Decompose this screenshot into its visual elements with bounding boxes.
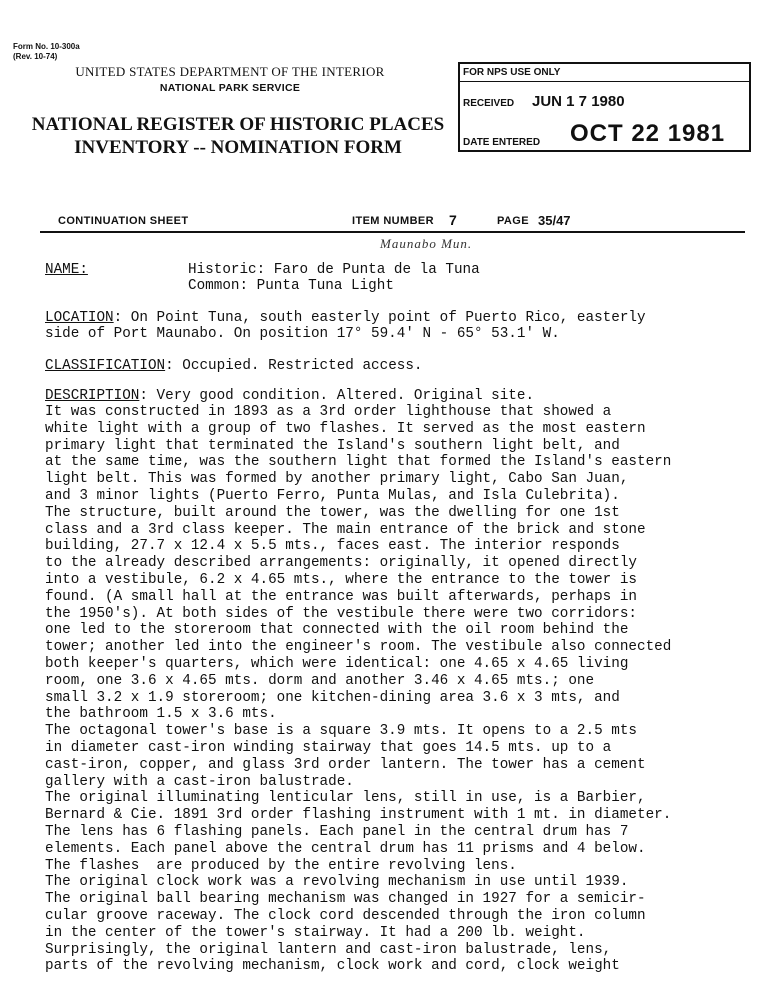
description-line: The structure, built around the tower, was the dwelling for one 1st bbox=[45, 504, 620, 521]
description-line: elements. Each panel above the central drum has 11 prisms and 4 below. bbox=[45, 840, 646, 857]
description-line: The lens has 6 flashing panels. Each panel in the central drum has 7 bbox=[45, 824, 629, 840]
description-line: in the center of the tower's stairway. It had a 200 lb. weight. bbox=[45, 924, 586, 941]
name-common: Common: Punta Tuna Light bbox=[188, 278, 394, 294]
description-line: It was constructed in 1893 as a 3rd order lighthouse that showed a bbox=[45, 404, 612, 420]
name-historic: Historic: Faro de Punta de la Tuna bbox=[188, 262, 480, 278]
description-line: cast-iron, copper, and glass 3rd order lantern. The tower has a cement bbox=[45, 756, 646, 773]
name-label: NAME: bbox=[45, 262, 88, 278]
description-line: The flashes are produced by the entire revolving lens. bbox=[45, 857, 517, 874]
page-value: 35/47 bbox=[538, 213, 571, 228]
description-line: one led to the storeroom that connected with the oil room behind the bbox=[45, 622, 629, 639]
description-line: both keeper's quarters, which were identical: one 4.65 x 4.65 living bbox=[45, 656, 629, 672]
classification: CLASSIFICATION: Occupied. Restricted access. bbox=[45, 358, 423, 374]
description-line: in diameter cast-iron winding stairway that goes 14.5 mts. up to a bbox=[45, 740, 612, 756]
description-line: Surprisingly, the original lantern and cast-iron balustrade, lens, bbox=[45, 941, 612, 958]
date-entered-label: DATE ENTERED bbox=[463, 137, 541, 148]
description-line: and 3 minor lights (Puerto Ferro, Punta Mulas, and Isla Culebrita). bbox=[45, 488, 620, 504]
date-entered-stamp: OCT 22 1981 bbox=[570, 120, 726, 147]
description-line: the 1950's). At both sides of the vestibule there were two corridors: bbox=[45, 605, 637, 622]
description-line: parts of the revolving mechanism, clock work and cord, clock weight bbox=[45, 958, 620, 975]
header-divider bbox=[40, 231, 745, 233]
description-line: The original illuminating lenticular lens, still in use, is a Barbier, bbox=[45, 790, 646, 807]
received-date-stamp: JUN 1 7 1980 bbox=[532, 93, 625, 110]
description-line: light belt. This was formed by another primary light, Cabo San Juan, bbox=[45, 471, 629, 488]
description-line: at the same time, was the southern light that formed the Island's eastern bbox=[45, 454, 672, 471]
handwritten-note: Maunabo Mun. bbox=[380, 236, 473, 251]
nps-box-divider bbox=[460, 81, 749, 82]
description-line: found. (A small hall at the entrance was built afterwards, perhaps in bbox=[45, 588, 637, 605]
service-heading: NATIONAL PARK SERVICE bbox=[159, 82, 301, 94]
location-line-1: LOCATION: On Point Tuna, south easterly point of Puerto Rico, easterly bbox=[45, 310, 646, 326]
nps-box-header: FOR NPS USE ONLY bbox=[463, 67, 561, 78]
description-line: class and a 3rd class keeper. The main entrance of the brick and stone bbox=[45, 521, 646, 538]
item-number-label: ITEM NUMBER bbox=[352, 215, 435, 227]
description-line: cular groove raceway. The clock cord descended through the iron column bbox=[45, 908, 646, 924]
description-line: the bathroom 1.5 x 3.6 mts. bbox=[45, 706, 277, 723]
description-line: building, 27.7 x 12.4 x 5.5 mts., faces east. The interior responds bbox=[45, 538, 620, 555]
department-heading: UNITED STATES DEPARTMENT OF THE INTERIOR bbox=[75, 64, 385, 79]
classification-label: CLASSIFICATION bbox=[45, 358, 166, 374]
description-line: The octagonal tower's base is a square 3.9 mts. It opens to a 2.5 mts bbox=[45, 723, 637, 740]
description-line: gallery with a cast-iron balustrade. bbox=[45, 773, 354, 790]
description-intro: DESCRIPTION: Very good condition. Altered. Original site. bbox=[45, 388, 535, 404]
description-line: room, one 3.6 x 4.65 mts. dorm and another 3.46 x 4.65 mts.; one bbox=[45, 672, 595, 689]
nps-use-only-box bbox=[458, 62, 751, 152]
location-line-2: side of Port Maunabo. On position 17° 59.4' N - 65° 53.1' W. bbox=[45, 326, 560, 342]
form-title-line-2: INVENTORY -- NOMINATION FORM bbox=[74, 137, 402, 158]
description-label: DESCRIPTION bbox=[45, 388, 140, 404]
page-label: PAGE bbox=[497, 215, 529, 227]
form-title-line-1: NATIONAL REGISTER OF HISTORIC PLACES bbox=[31, 114, 445, 135]
description-line: primary light that terminated the Island's southern light belt, and bbox=[45, 437, 620, 454]
description-line: Bernard & Cie. 1891 3rd order flashing instrument with 1 mt. in diameter. bbox=[45, 807, 672, 824]
form-number-text: Form No. 10-300a bbox=[13, 42, 80, 51]
form-number bbox=[13, 42, 80, 62]
location-label: LOCATION bbox=[45, 310, 114, 326]
form-revision-text: (Rev. 10-74) bbox=[13, 52, 58, 61]
description-line: The original ball bearing mechanism was changed in 1927 for a semicir- bbox=[45, 891, 646, 908]
description-line: tower; another led into the engineer's room. The vestibule also connected bbox=[45, 639, 672, 656]
description-line: to the already described arrangements: originally, it opened directly bbox=[45, 555, 637, 572]
item-number-value: 7 bbox=[449, 212, 457, 228]
description-line: white light with a group of two flashes. It served as the most eastern bbox=[45, 420, 646, 437]
continuation-sheet-label: CONTINUATION SHEET bbox=[58, 215, 189, 227]
description-line: small 3.2 x 1.9 storeroom; one kitchen-dining area 3.6 x 3 mts, and bbox=[45, 689, 620, 706]
received-label: RECEIVED bbox=[463, 98, 515, 109]
description-line: into a vestibule, 6.2 x 4.65 mts., where the entrance to the tower is bbox=[45, 572, 637, 588]
description-line: The original clock work was a revolving mechanism in use until 1939. bbox=[45, 874, 629, 891]
